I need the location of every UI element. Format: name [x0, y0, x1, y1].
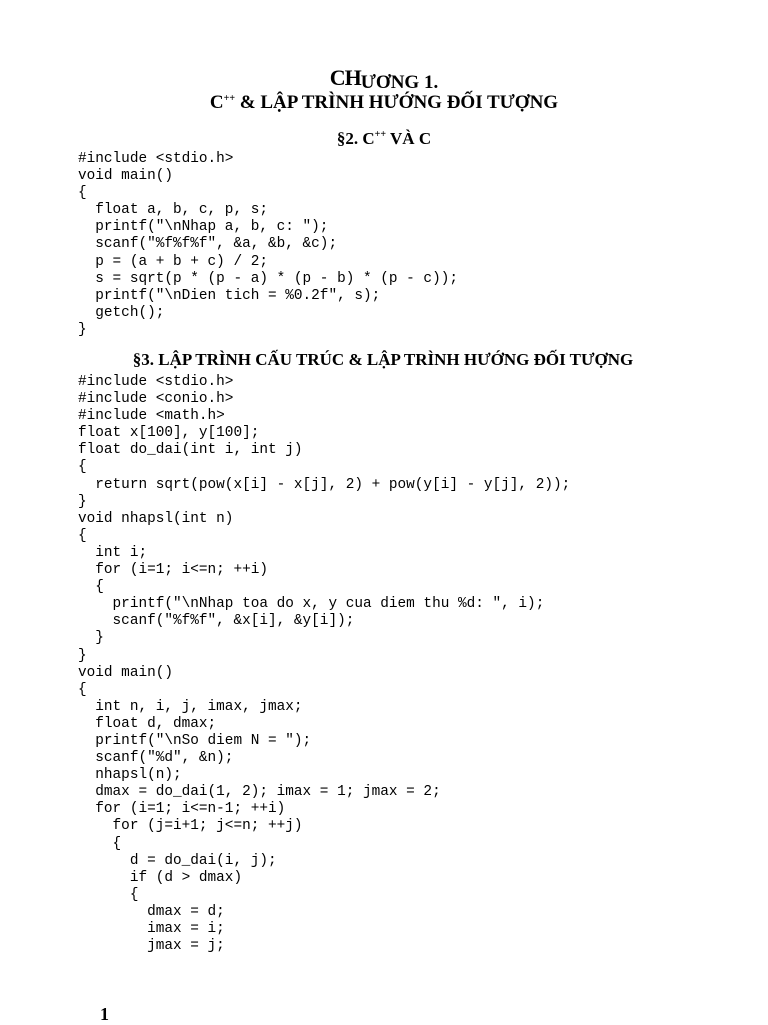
code-line: }	[78, 647, 87, 664]
code-line: void main()	[78, 168, 173, 185]
section-2-title-sup: ++	[374, 129, 387, 140]
code-line: float a, b, c, p, s;	[78, 202, 268, 219]
code-line: jmax = j;	[78, 938, 225, 955]
code-line: if (d > dmax)	[78, 869, 243, 886]
code-line: float x[100], y[100];	[78, 425, 260, 442]
code-line: float d, dmax;	[78, 715, 217, 732]
chapter-subtitle-sup: ++	[223, 93, 236, 104]
code-line: {	[78, 579, 104, 596]
chapter-subtitle-pre: C	[209, 92, 224, 113]
chapter-title-rest: ƯƠNG 1.	[360, 72, 439, 93]
code-line: #include <math.h>	[78, 408, 225, 425]
code-line: for (j=i+1; j<=n; ++j)	[78, 818, 303, 835]
page-number: 1	[100, 1004, 109, 1024]
code-line: nhapsl(n);	[78, 767, 182, 784]
code-block-section-3	[78, 374, 570, 955]
code-line: s = sqrt(p * (p - a) * (p - b) * (p - c));	[78, 270, 458, 287]
code-line: }	[78, 321, 87, 338]
code-line: scanf("%f%f%f", &a, &b, &c);	[78, 236, 338, 253]
code-line: {	[78, 681, 87, 698]
section-3-title: §3. LẬP TRÌNH CẤU TRÚC & LẬP TRÌNH HƯỚNG ĐỐI TƯỢNG	[132, 350, 634, 369]
chapter-subtitle	[0, 91, 768, 115]
section-2-title	[0, 128, 768, 150]
code-line: scanf("%d", &n);	[78, 750, 234, 767]
code-line: printf("\nNhap toa do x, y cua diem thu %d: ", i);	[78, 596, 545, 613]
section-2-title-pre: §2. C	[336, 129, 375, 148]
code-line: {	[78, 835, 122, 852]
code-line: dmax = d;	[78, 903, 225, 920]
code-line: void nhapsl(int n)	[78, 510, 234, 527]
code-line: printf("\nSo diem N = ");	[78, 732, 312, 749]
code-line: printf("\nNhap a, b, c: ");	[78, 219, 329, 236]
code-line: p = (a + b + c) / 2;	[78, 253, 268, 270]
code-line: }	[78, 630, 104, 647]
code-line: }	[78, 493, 87, 510]
code-line: return sqrt(pow(x[i] - x[j], 2) + pow(y[i] - y[j], 2));	[78, 476, 571, 493]
code-line: float do_dai(int i, int j)	[78, 442, 303, 459]
chapter-title-prefix: CH	[329, 65, 361, 90]
code-line: for (i=1; i<=n-1; ++i)	[78, 801, 286, 818]
code-block-section-2	[78, 151, 458, 339]
code-line: {	[78, 459, 87, 476]
code-line: int i;	[78, 544, 148, 561]
chapter-subtitle-post: & LẬP TRÌNH HƯỚNG ĐỐI TƯỢNG	[235, 92, 559, 113]
code-line: #include <stdio.h>	[78, 151, 234, 167]
code-line: imax = i;	[78, 921, 225, 937]
code-line: for (i=1; i<=n; ++i)	[78, 562, 268, 579]
code-line: {	[78, 185, 87, 202]
code-line: printf("\nDien tich = %0.2f", s);	[78, 287, 381, 304]
code-line: {	[78, 527, 87, 544]
code-line: dmax = do_dai(1, 2); imax = 1; jmax = 2;	[78, 784, 441, 801]
code-line: #include <conio.h>	[78, 391, 234, 408]
code-line: void main()	[78, 664, 173, 681]
code-line: int n, i, j, imax, jmax;	[78, 698, 303, 715]
code-line: scanf("%f%f", &x[i], &y[i]);	[78, 613, 355, 630]
section-2-title-post: VÀ C	[386, 129, 432, 148]
code-line: {	[78, 886, 139, 903]
code-line: getch();	[78, 304, 165, 321]
code-line: d = do_dai(i, j);	[78, 852, 277, 869]
code-line: #include <stdio.h>	[78, 374, 234, 390]
